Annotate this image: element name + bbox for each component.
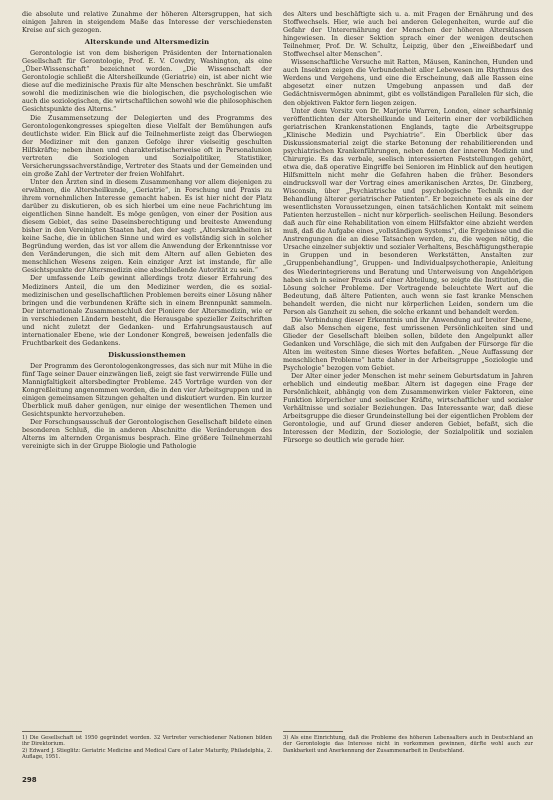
paragraph: Unter dem Vorsitz von Dr. Marjorie Warren, London, einer scharfsinnig veröffentlichten der Altersheilkunde und Leiterin einer der vorbildlichen geriatrischen Krankenstationen Englands, tagte die Arbeitsgruppe „Klinische Medizin und Psychiatrie“. Ein Überblick über das Diskussionsmaterial zeigt die starke Betonung der rehabilitierenden und psychiatrischen Krankenführungen, neben denen der inneren Medizin und Chirurgie. Es das verbale, seelisch interessierten Feststellungen gehört, etwa die, daß operative Eingriffe bei Senioren im Hinblick auf den heutigen Hilfsmitteln nicht mehr die Gefahren haben die früher. Besonders eindrucksvoll war der Vortrag eines amerikanischen Arztes, Dr. Ginzberg, Wisconsin, über „Psychiatrische und psychologische Technik in der Behandlung älterer geriatrischer Patienten“. Er bezeichnete es als eine der wesentlichsten Voraussetzungen, einen tatsächlichen Kontakt mit seinem Patienten herzustellen – nicht nur körperlich- seelischen Heilung. Besonders daß auch für eine Rehabilitation von einem Hilfsfaktor eine abzieht werden muß, daß die Aufgabe eines „vollständigen Systems“, die Ergebnisse und die Anstrengungen die an diese Tatsachen werden, zu, die wegen nötig, die Ursache einzelner subjektiv und sozialer Verhaltens, Beschäftigungstherapie in Gruppen und in besonderen Werkstätten, Anstalten zur „Gruppenbehandlung“, Gruppen- und Individualpsychotherapie, Anleitung des Wiederintegrierens und Beratung und Unterweisung von Angehörigen haben sich in seiner Praxis auf einer Abteilung, so zeigte die Institution, die Lösung solcher Probleme. Der Vortragende beleuchtete Wert auf die Bedeutung, daß ältere Patienten, auch wenn sie fast kranke Menschen behandelt werden, die nicht nur körperlichen Leiden, sondern um die Person als Ganzheit zu sehen, die solche erkannt und behandelt werden. xyxy=(283,106,533,316)
left-column xyxy=(22,10,272,726)
section-heading: Alterskunde und Altersmedizin xyxy=(84,38,210,47)
paragraph: des Alters und beschäftigte sich u. a. mit Fragen der Ernährung und des Stoffwechsels. Hier, wie auch bei anderen Gelegenheiten, wurde auf die Gefahr der Unterernährung der Menschen der höheren Altersklassen hingewiesen. In dieser Sektion sprach einer der wenigen deutschen Teilnehmer, Prof. Dr. W. Schultz, Leipzig, über den „Eiweißbedarf und Stoffwechsel alter Menschen“. xyxy=(283,10,533,59)
footnote-divider xyxy=(22,731,82,732)
footnote-divider xyxy=(283,731,343,732)
footnotes-left xyxy=(22,735,272,761)
right-column xyxy=(283,10,533,726)
paragraph: Der Programm des Gerontologenkongresses, das sich nur mit Mühe in die fünf Tage seiner Dauer einzwängen ließ, zeigt sie fast verwirrende Fülle und Mannigfaltigkeit altersbedingter Probleme. 245 Vorträge wurden von der Kongreßleitung angenommen worden, die in den vier Arbeitsgruppen und in einigen gemeinsamen Sitzungen gehalten und diskutiert wurden. Ein kurzer Überblick muß daher genügen, nur einige der wesentlichen Themen und Gesichtspunkte hervorzuheben. xyxy=(22,361,272,419)
paragraph: Die Zusammensetzung der Delegierten und des Programms des Gerontologenkongresses spiegelten diese Vielfalt der Bemühungen aufs deutlichste wider. Ein Blick auf die Teilnehmerliste zeigt das Überwiegen der Mediziner mit den ganzen Gefolge ihrer vielseitig geschulten Hilfskräfte; neben ihnen und charakteristischerweise oft in Personalunion vertreten die Soziologen und Sozialpolitiker, Statistiker, Versicherungssachverständige, Vertreter des Staats und der Gemeinden und ein große Zahl der Vertreter der freien Wohlfahrt. xyxy=(22,113,272,178)
footnote: 1) Die Gesellschaft ist 1950 gegründet worden. 32 Vertreter verschiedener Nationen bilden ihr Direktorium. xyxy=(22,735,272,748)
paragraph: Der umfassende Leib gewinnt allerdings trotz dieser Erfahrung des Mediziners Anteil, die um den Mediziner werden, die es sozial-medizinischen und gesellschaftlichen Problemen bereits einer Lösung näher bringen und die verbundenen Kräfte sich in einem Brennpunkt sammeln. Der internationale Zusammenschluß der Pioniere der Altersmedizin, wie er in verschiedenen Ländern besteht, die Herausgabe spezieller Zeitschriften und nicht zuletzt der Gedanken- und Erfahrungsaustausch auf internationaler Ebene, wie der Londoner Kongreß, beweisen jedenfalls die Fruchtbarkeit des Gedankens. xyxy=(22,274,272,347)
paragraph: die absolute und relative Zunahme der höheren Altersgruppen, hat sich einigen Jahren in steigendem Maße das Interesse der verschiedensten Kreise auf sich gezogen. xyxy=(22,10,272,35)
paragraph: Der Forschungsausschuß der Gerontologischen Gesellschaft bildete einen besonderen Schluß, die in anderen Abschnitte die Veränderungen des Alterns im alternden Organismus besprach. Eine größere Teilnehmerzahl vereinigte sich in der Gruppe Biologie und Pathologie xyxy=(22,418,272,451)
footnotes-right xyxy=(283,735,533,754)
footnote: 2) Edward J. Stieglitz: Geriatric Medicine and Medical Care of Later Maturity, Philadelphia, 2. Auflage, 1951. xyxy=(22,747,272,761)
footnote: 3) Als eine Einrichtung, daß die Probleme des höheren Lebensalters auch in Deutschland an der Gerontologie das Interesse nicht in vorkommen gewinnen, dürfte wohl auch zur Dankbarkeit und Anerkennung der Zusammenarbeit in Deutschland. xyxy=(283,735,533,754)
page-number: 298 xyxy=(22,776,37,784)
paragraph: Der Alter einer jeder Menschen ist mehr seinem Geburtsdatum in Jahren erheblich und eindeutig meßbar. Altern ist dagegen eine Frage der Persönlichkeit, abhängig von dem Zusammenwirken vieler Faktoren, eine Funktion körperlicher und seelischer Kräfte, wirtschaftlicher und sozialer Verhältnisse und sozialer Beziehungen. Das Interessante war, daß diese Arbeitsgruppe die dieser Grundeinstellung bei der eigentlichen Problem der Gerontologie, und auf Grund dieser anderen Gebiet, befaßt, sich die Interessen der Medizin, der Soziologie, der Sozialpolitik und sozialen Fürsorge so deutlich wie gerade hier. xyxy=(283,372,533,445)
paragraph: Gerontologie ist von dem bisherigen Präsidenten der Internationalen Gesellschaft für Gerontologie, Prof. E. V. Cowdry, Washington, als eine „Über-Wissenschaft“ bezeichnet worden. „Die Wissenschaft der Gerontologie schließt die Altersheilkunde (Geriatrie) ein, ist aber nicht wie diese auf die medizinische Praxis für alte Menschen beschränkt. Sie umfaßt sowohl die medizinischen wie die biologischen, die psychologischen wie auch die soziologischen, die wirtschaftlichen sowohl wie die philosophischen Gesichtspunkte des Alterns.“ xyxy=(22,49,272,114)
paragraph: Wissenschaftliche Versuche mit Ratten, Mäusen, Kaninchen, Hunden und auch Insekten zeigen die Verbundenheit aller Lebewesen im Rhythmus des Werdens und Vergehens, und eine die Erscheinung, daß alle Rassen eine abgesetzt einer nutzen Umgebung anpassen und daß der Gedächtnisvermögen abnimmt, gibt es vollständigen Parallelen für sich, die den objektiven Faktor fern liegen zeigen. xyxy=(283,58,533,107)
section-heading: Diskussionsthemen xyxy=(108,350,186,359)
paragraph: Unter den Ärzten sind in diesem Zusammenhang vor allem diejenigen zu erwähnen, die Altersheilkunde, „Geriatrie“, in Forschung und Praxis zu ihrem vornehmlichen Interesse gemacht haben. Es ist hier nicht der Platz darüber zu diskutieren, ob es sich hierbei um eine neue Fachrichtung im eigentlichen Sinne handelt. Es möge genügen, von einer der Position aus diesem Gebiet, das seine Daseinsberechtigung und breiteste Anwendung bisher in den Vereinigten Staaten hat, den der sagt: „Alterskrankheiten ist keine Sache, die in üblichen Sinne und wird es vollständig sich in solcher Begründung werden, das ist vor allem die Anwendung der Erkenntnisse vor den Veränderungen, die sich mit dem Altern auf allen Gebieten des menschlichen Wesens zeigen. Kein einziger Arzt ist imstande, für alle Gesichtspunkte der Altersmedizin eine abschließende Autorität zu sein.“ xyxy=(22,177,272,275)
paragraph: Die Verbindung dieser Erkenntnis und ihr Anwendung auf breiter Ebene, daß also Menschen eigene, fest umrissenen Persönlichkeiten sind und Glieder der Gesellschaft bleiben sollen, bildete den Angelpunkt aller Gedanken und Vorschläge, die sich mit den Aufgaben der Fürsorge für die Alten im weitesten Sinne dieses Wortes befaßten. „Neue Auffassung der menschlichen Probleme“ hatte daher in der Arbeitsgruppe „Soziologie und Psychologie“ bezogen vom Gebiet. xyxy=(283,315,533,373)
